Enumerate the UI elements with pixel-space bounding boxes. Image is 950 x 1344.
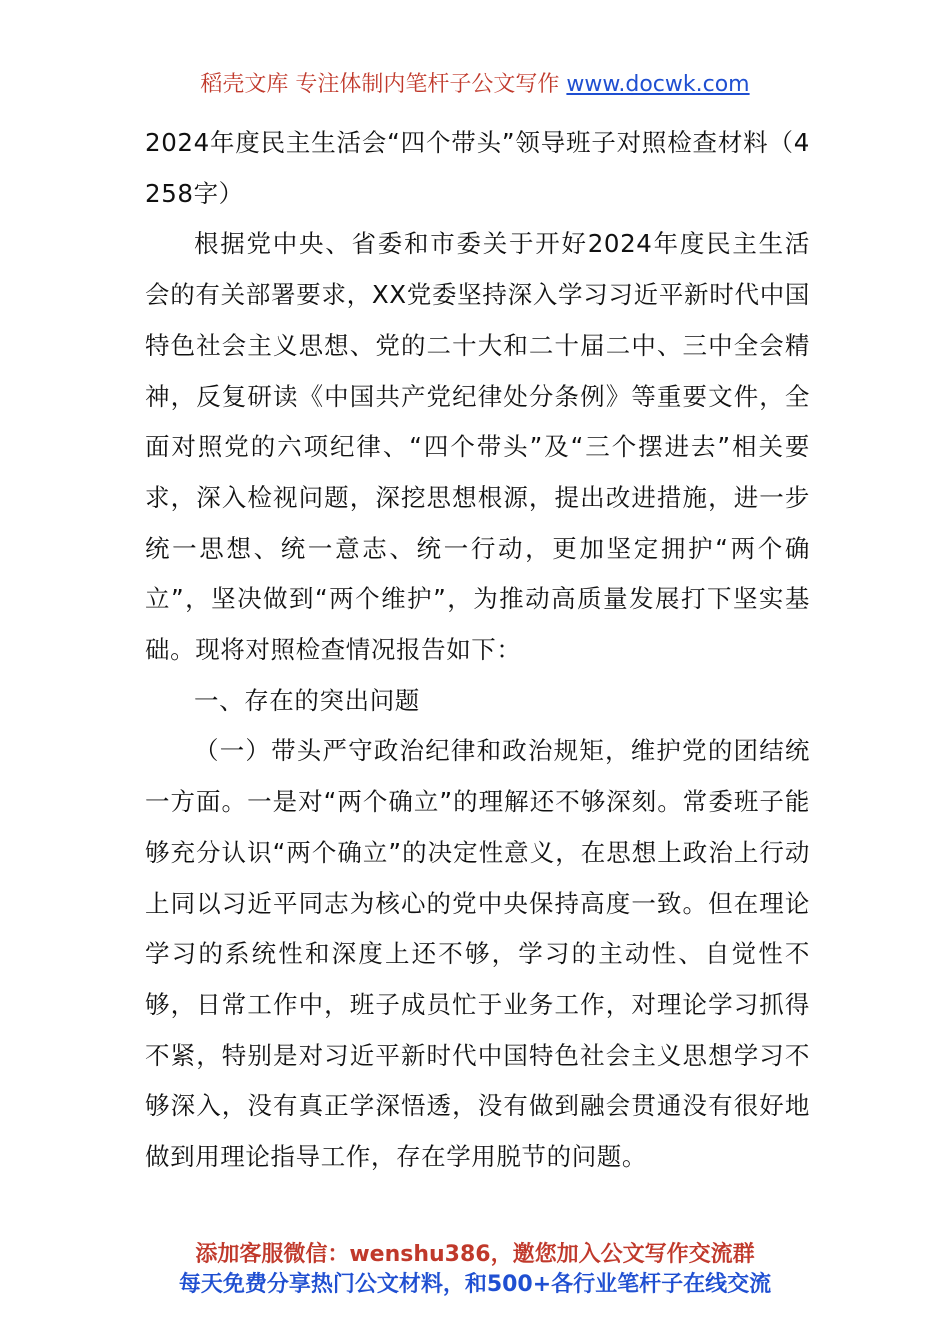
- section-heading: 一、存在的突出问题: [194, 685, 420, 715]
- section-paragraph: （一）带头严守政治纪律和政治规矩，维护党的团结统一方面。一是对“两个确立”的理解还不够深刻。常委班子能够充分认识“两个确立”的决定性意义，在思想上政治上行动上同以习近平同志为核心的党中央保持高度一致。但在理论学习的系统性和深度上还不够，学习的主动性、自觉性不够，日常工作中，班子成员忙于业务工作，对理论学习抓得不紧，特别是对习近平新时代中国特色社会主义思想学习不够深入，没有真正学深悟透，没有做到融会贯通没有很好地做到用理论指导工作，存在学用脱节的问题。: [145, 736, 810, 1172]
- header-brand: 稻壳文库 专注体制内笔杆子公文写作: [200, 72, 560, 97]
- intro-paragraph: 根据党中央、省委和市委关于开好2024年度民主生活会的有关部署要求，XX党委坚持深入学习习近平新时代中国特色社会主义思想、党的二十大和二十届二中、三中全会精神，反复研读《中国共产党纪律处分条例》等重要文件，全面对照党的六项纪律、“四个带头”及“三个摆进去”相关要求，深入检视问题，深挖思想根源，提出改进措施，进一步统一思想、统一意志、统一行动，更加坚定拥护“两个确立”，坚决做到“两个维护”，为推动高质量发展打下坚实基础。现将对照检查情况报告如下：: [145, 229, 810, 665]
- footer-wechat-line: 添加客服微信：wenshu386，邀您加入公文写作交流群: [195, 1242, 755, 1267]
- document-title: 2024年度民主生活会“四个带头”领导班子对照检查材料（4258字）: [145, 128, 810, 208]
- footer-share-line: 每天免费分享热门公文材料，和500+各行业笔杆子在线交流: [178, 1272, 772, 1297]
- page-header: [0, 70, 950, 100]
- header-website-link[interactable]: www.docwk.com: [566, 72, 750, 97]
- document-body: [145, 118, 810, 1183]
- page-footer: [0, 1240, 950, 1300]
